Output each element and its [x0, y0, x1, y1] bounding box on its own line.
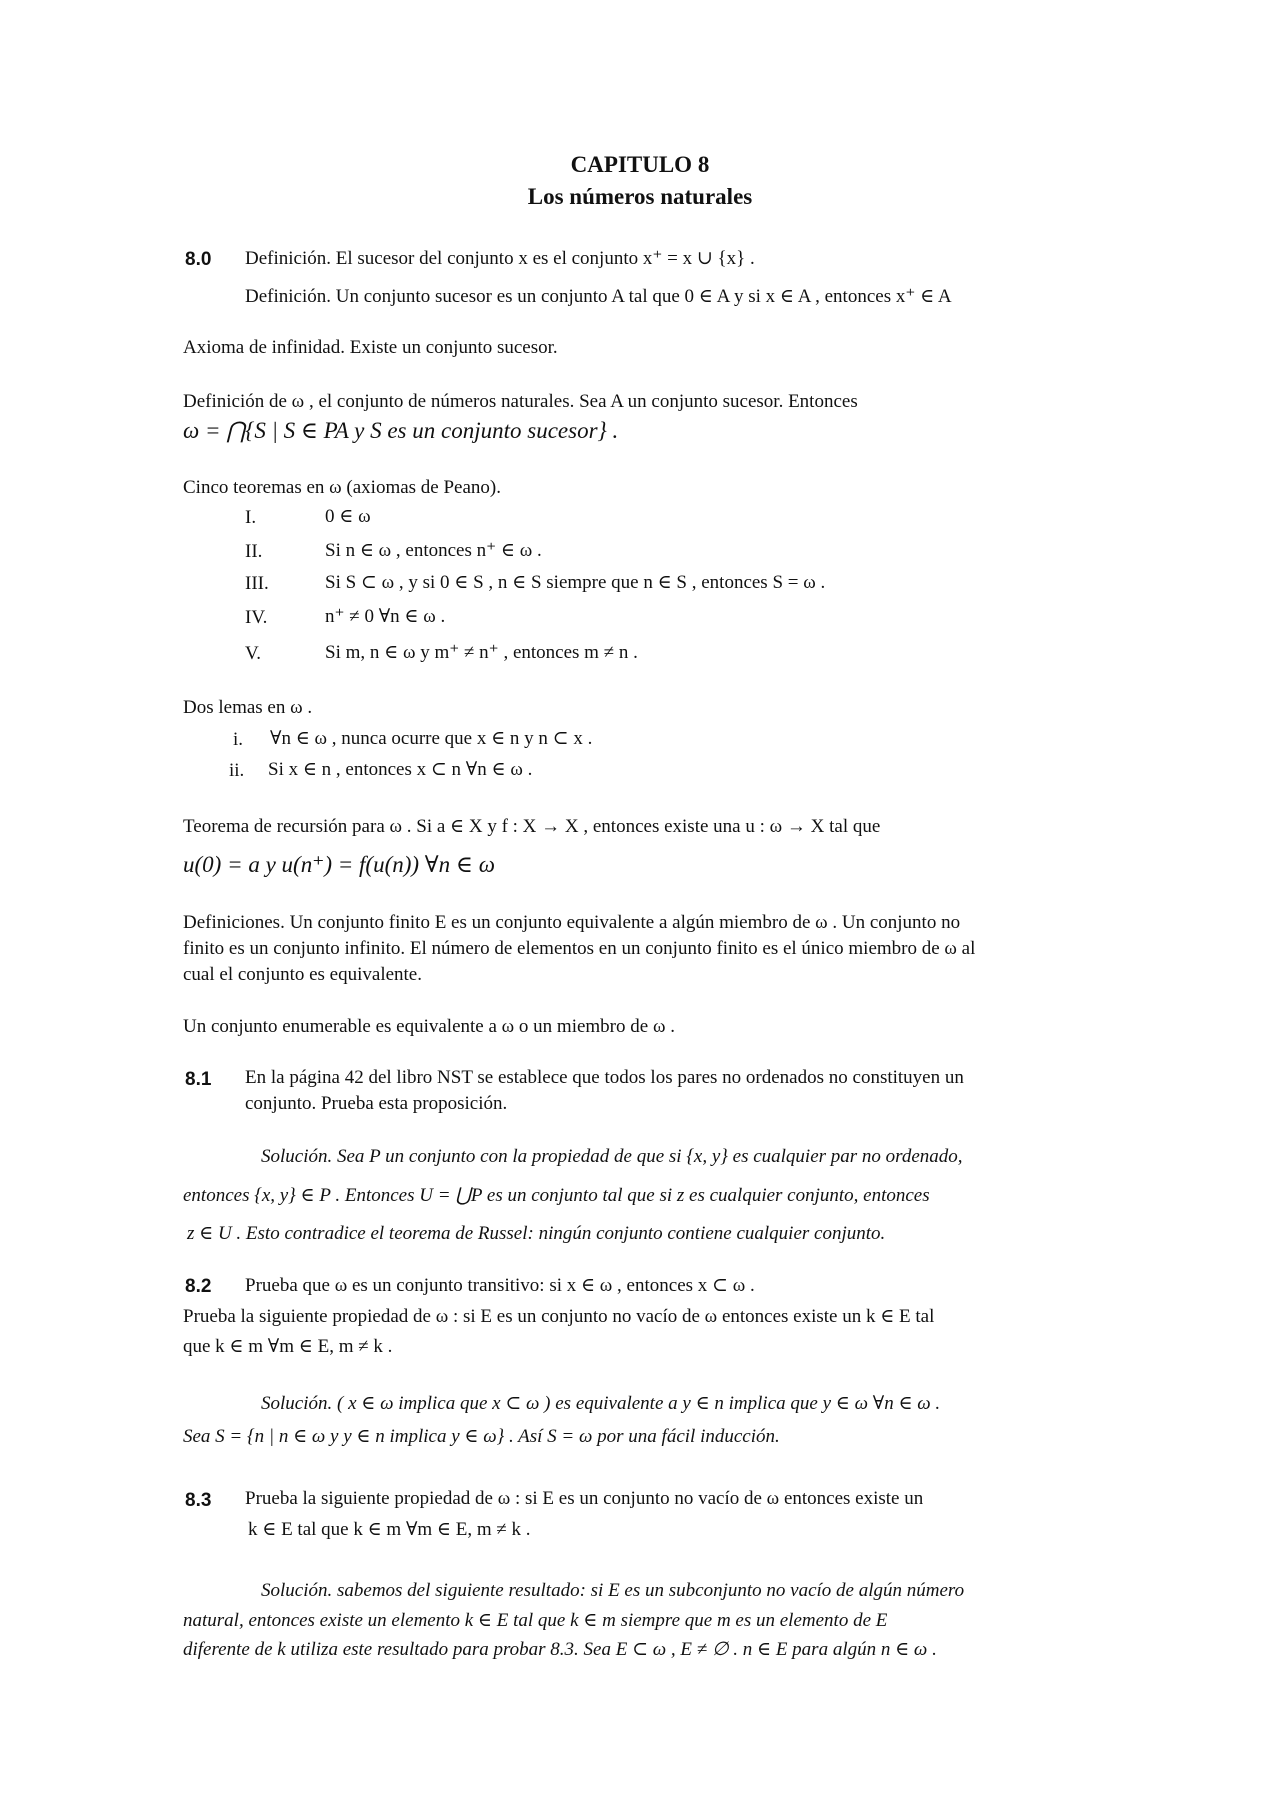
definiciones-line1: Definiciones. Un conjunto finito E es un conjunto equivalente a algún miembro de ω . Un conjunto no — [183, 912, 961, 933]
solution-8-1-line2: entonces {x, y} ∈ P . Entonces U = ⋃P es un conjunto tal que si z es cualquier conjunto, entonces — [183, 1185, 930, 1206]
peano-label: II. — [245, 541, 263, 562]
solution-8-3-line3: diferente de k utiliza este resultado para probar 8.3. Sea E ⊂ ω , E ≠ ∅ . n ∈ E para algún n ∈ ω . — [183, 1639, 937, 1660]
peano-item: 0 ∈ ω — [325, 506, 371, 527]
peano-label: IV. — [245, 607, 268, 628]
solution-8-3-line2: natural, entonces existe un elemento k ∈ E tal que k ∈ m siempre que m es un elemento de E — [183, 1610, 888, 1631]
problem-8-1-line2: conjunto. Prueba esta proposición. — [245, 1093, 508, 1114]
problem-8-2-line2: Prueba la siguiente propiedad de ω : si E es un conjunto no vacío de ω entonces existe un k ∈ E tal — [183, 1306, 935, 1327]
definition-sucesor: Definición. El sucesor del conjunto x es el conjunto x⁺ = x ∪ {x} . — [245, 248, 755, 269]
problem-8-3-line1: Prueba la siguiente propiedad de ω : si E es un conjunto no vacío de ω entonces existe un — [245, 1488, 924, 1509]
problem-8-2-line3: que k ∈ m ∀m ∈ E, m ≠ k . — [183, 1336, 393, 1357]
peano-item: Si n ∈ ω , entonces n⁺ ∈ ω . — [325, 540, 542, 561]
lema-label: ii. — [229, 760, 245, 781]
peano-item: Si S ⊂ ω , y si 0 ∈ S , n ∈ S siempre que n ∈ S , entonces S = ω . — [325, 572, 826, 593]
section-number-8-2: 8.2 — [185, 1276, 212, 1297]
lemas-intro: Dos lemas en ω . — [183, 697, 313, 718]
definition-conjunto-sucesor: Definición. Un conjunto sucesor es un conjunto A tal que 0 ∈ A y si x ∈ A , entonces x⁺ ∈ A — [245, 286, 952, 307]
peano-item: Si m, n ∈ ω y m⁺ ≠ n⁺ , entonces m ≠ n . — [325, 642, 638, 663]
section-number-8-3: 8.3 — [185, 1490, 212, 1511]
problem-8-2-line1: Prueba que ω es un conjunto transitivo: si x ∈ ω , entonces x ⊂ ω . — [245, 1275, 755, 1296]
solution-8-2-line2: Sea S = {n | n ∈ ω y y ∈ n implica y ∈ ω} . Así S = ω por una fácil inducción. — [183, 1426, 780, 1447]
section-number-8-1: 8.1 — [185, 1069, 212, 1090]
enumerable-definition: Un conjunto enumerable es equivalente a ω o un miembro de ω . — [183, 1016, 675, 1037]
peano-label: V. — [245, 643, 262, 664]
solution-8-1-line1: Solución. Sea P un conjunto con la propiedad de que si {x, y} es cualquier par no ordenado, — [261, 1146, 963, 1167]
solution-8-2-line1: Solución. ( x ∈ ω implica que x ⊂ ω ) es equivalente a y ∈ n implica que y ∈ ω ∀n ∈ ω . — [261, 1393, 941, 1414]
problem-8-3-line2: k ∈ E tal que k ∈ m ∀m ∈ E, m ≠ k . — [248, 1519, 531, 1540]
chapter-heading: CAPITULO 8 — [570, 152, 710, 177]
solution-8-1-line3: z ∈ U . Esto contradice el teorema de Russel: ningún conjunto contiene cualquier conjunto. — [187, 1223, 886, 1244]
omega-definition-line1: Definición de ω , el conjunto de números naturales. Sea A un conjunto sucesor. Entonces — [183, 391, 858, 412]
peano-intro: Cinco teoremas en ω (axiomas de Peano). — [183, 477, 501, 498]
definiciones-line3: cual el conjunto es equivalente. — [183, 964, 422, 985]
recursion-line1: Teorema de recursión para ω . Si a ∈ X y f : X → X , entonces existe una u : ω → X tal que — [183, 816, 881, 837]
peano-label: I. — [245, 507, 257, 528]
peano-label: III. — [245, 573, 269, 594]
recursion-formula: u(0) = a y u(n⁺) = f(u(n)) ∀n ∈ ω — [183, 852, 495, 877]
problem-8-1-line1: En la página 42 del libro NST se establece que todos los pares no ordenados no constituyen un — [245, 1067, 964, 1088]
lema-item: ∀n ∈ ω , nunca ocurre que x ∈ n y n ⊂ x . — [270, 728, 593, 749]
omega-definition-formula: ω = ⋂{S | S ∈ PA y S es un conjunto sucesor} . — [183, 418, 619, 443]
lema-label: i. — [233, 729, 244, 750]
solution-8-3-line1: Solución. sabemos del siguiente resultado: si E es un subconjunto no vacío de algún número — [261, 1580, 965, 1601]
chapter-title: Los números naturales — [527, 184, 753, 209]
peano-item: n⁺ ≠ 0 ∀n ∈ ω . — [325, 606, 446, 627]
section-number-8-0: 8.0 — [185, 249, 212, 270]
definiciones-line2: finito es un conjunto infinito. El número de elementos en un conjunto finito es el único miembro de ω al — [183, 938, 976, 959]
lema-item: Si x ∈ n , entonces x ⊂ n ∀n ∈ ω . — [268, 759, 533, 780]
axioma-infinidad: Axioma de infinidad. Existe un conjunto sucesor. — [183, 337, 558, 358]
